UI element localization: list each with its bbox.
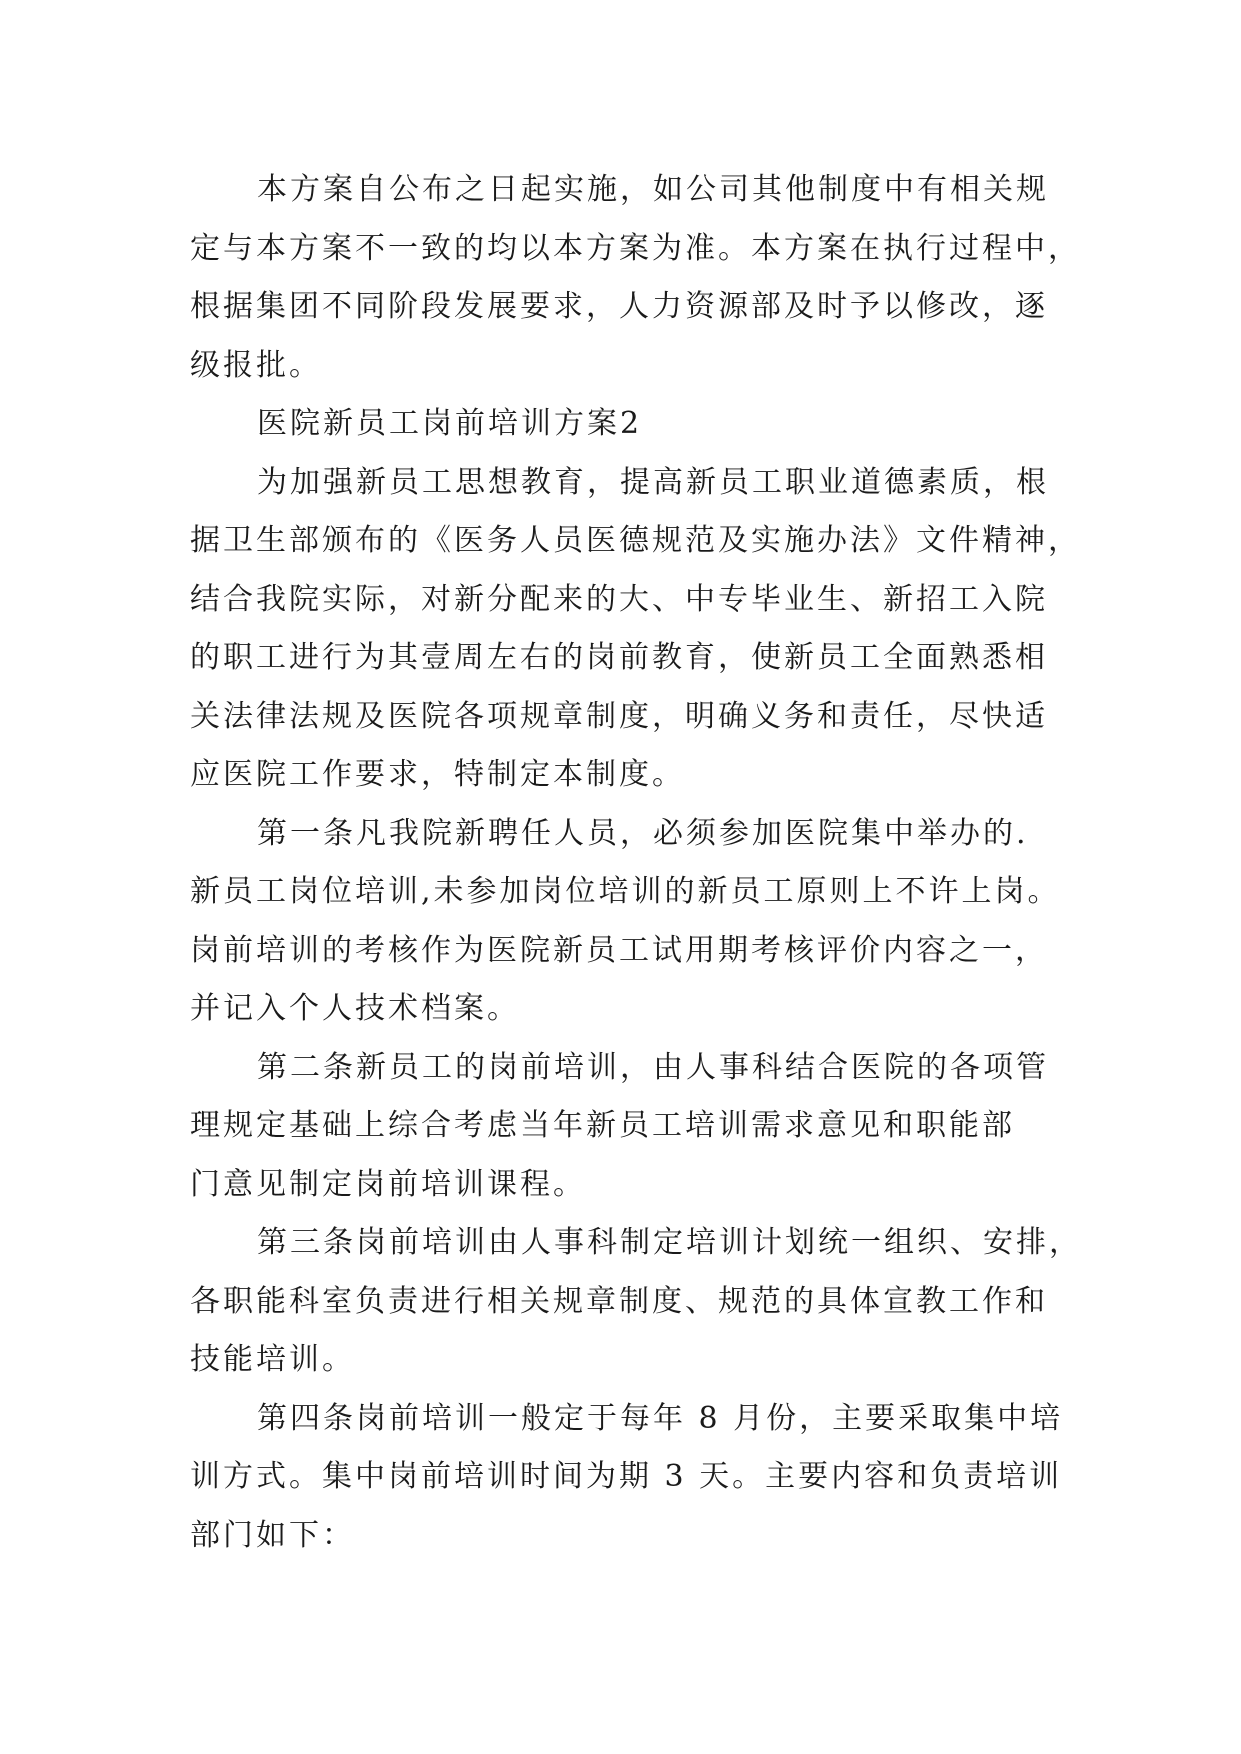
paragraph-2-line-1: 为加强新员工思想教育，提高新员工职业道德素质，根 — [257, 464, 1049, 500]
article-1-line-4: 并记入个人技术档案。 — [190, 991, 520, 1026]
paragraph-1-line-3: 根据集团不同阶段发展要求，人力资源部及时予以修改，逐 — [190, 289, 1048, 324]
paragraph-2-line-3: 结合我院实际，对新分配来的大、中专毕业生、新招工入院 — [190, 581, 1048, 617]
article-2-line-1: 第二条新员工的岗前培训，由人事科结合医院的各项管 — [257, 1049, 1049, 1085]
article-1-line-2: 新员工岗位培训,未参加岗位培训的新员工原则上不许上岗。 — [190, 874, 1061, 909]
article-4-line-3: 部门如下： — [190, 1517, 355, 1553]
article-1-line-1: 第一条凡我院新聘任人员，必须参加医院集中举办的. — [257, 815, 1029, 851]
paragraph-2-line-5: 关法律法规及医院各项规章制度，明确义务和责任，尽快适 — [190, 698, 1048, 734]
paragraph-1-line-2: 定与本方案不一致的均以本方案为准。本方案在执行过程中， — [190, 230, 1081, 266]
article-4-line-2: 训方式。集中岗前培训时间为期 3 天。主要内容和负责培训 — [190, 1459, 1063, 1494]
paragraph-1-line-1: 本方案自公布之日起实施，如公司其他制度中有相关规 — [257, 172, 1049, 207]
section-title: 医院新员工岗前培训方案2 — [257, 406, 643, 441]
document-body — [190, 161, 1090, 1565]
article-4-line-1: 第四条岗前培训一般定于每年 8 月份，主要采取集中培 — [257, 1400, 1064, 1436]
paragraph-2-line-4: 的职工进行为其壹周左右的岗前教育，使新员工全面熟悉相 — [190, 640, 1048, 675]
article-2-line-3: 门意见制定岗前培训课程。 — [190, 1166, 586, 1202]
article-3-line-2: 各职能科室负责进行相关规章制度、规范的具体宣教工作和 — [190, 1283, 1048, 1319]
article-3-line-1: 第三条岗前培训由人事科制定培训计划统一组织、安排， — [257, 1225, 1082, 1260]
article-2-line-2: 理规定基础上综合考虑当年新员工培训需求意见和职能部 — [190, 1108, 1015, 1143]
paragraph-2-line-6: 应医院工作要求，特制定本制度。 — [190, 757, 685, 792]
article-3-line-3: 技能培训。 — [190, 1342, 355, 1377]
article-1-line-3: 岗前培训的考核作为医院新员工试用期考核评价内容之一， — [190, 932, 1048, 968]
paragraph-2-line-2: 据卫生部颁布的《医务人员医德规范及实施办法》文件精神， — [190, 523, 1081, 558]
paragraph-1-line-4: 级报批。 — [190, 347, 322, 383]
